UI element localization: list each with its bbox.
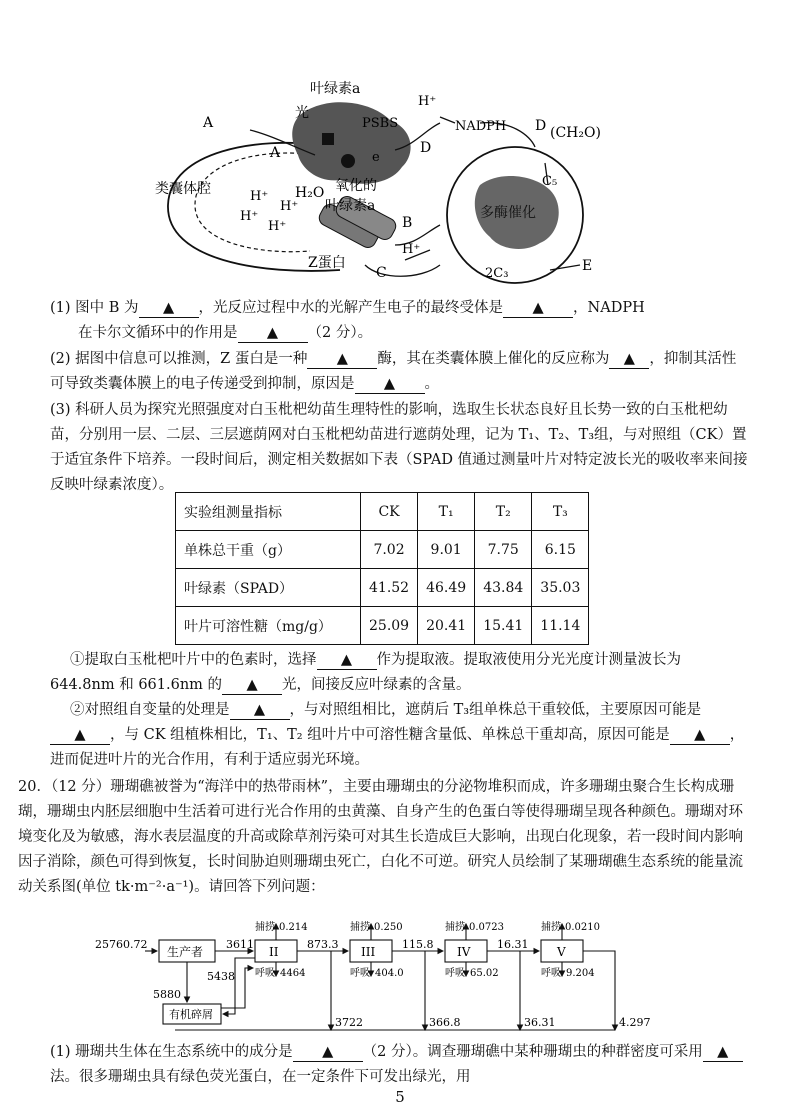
h-plus-2: H⁺ — [280, 199, 299, 214]
resp-label-4: 呼吸 — [541, 968, 561, 979]
a-label-inner: A — [270, 145, 281, 161]
catch-label-1: 捕捞 — [255, 922, 275, 933]
a-label-outer: A — [203, 115, 214, 131]
c3-label: 2C₃ — [485, 266, 509, 281]
photosynthesis-diagram — [140, 75, 620, 290]
light-label: 光 — [295, 105, 309, 121]
level-2-box: II — [269, 945, 279, 959]
level-3-box: III — [361, 945, 376, 959]
nadph-label: NADPH — [455, 119, 507, 134]
table-row: 单株总干重（g） 7.02 9.01 7.75 6.15 — [176, 531, 589, 569]
table-row: 叶绿素（SPAD） 41.52 46.49 43.84 35.03 — [176, 569, 589, 607]
e-label: E — [582, 258, 593, 274]
producer-box: 生产者 — [167, 945, 204, 959]
b-label: B — [402, 215, 413, 231]
energy-flow-diagram — [95, 918, 700, 1038]
ch2o-label: (CH₂O) — [550, 125, 601, 141]
catch-3: 0.0723 — [469, 922, 504, 933]
c-label: C — [376, 265, 387, 281]
catch-label-3: 捕捞 — [445, 922, 465, 933]
table-header-row: 实验组测量指标 CK T₁ T₂ T₃ — [176, 493, 589, 531]
flow-3: 115.8 — [402, 938, 434, 951]
catch-2: 0.250 — [374, 922, 403, 933]
psbs-protein — [292, 102, 410, 183]
question-19-part-1: (1) 图中 B 为 ▲ ，光反应过程中水的光解产生电子的最终受体是 ▲ ，NADPH 在卡尔文循环中的作用是 ▲ （2 分）。 — [50, 300, 645, 341]
chlorophyll-a-label: 叶绿素a — [310, 81, 361, 97]
data-table — [175, 492, 589, 645]
h2o-label: H₂O — [295, 185, 325, 201]
d-label-right: D — [535, 118, 547, 134]
catch-label-2: 捕捞 — [350, 922, 370, 933]
page-number: 5 — [395, 1088, 405, 1106]
resp-1: 4464 — [280, 968, 306, 979]
flow-2: 873.3 — [307, 938, 339, 951]
energy-input: 25760.72 — [95, 938, 148, 951]
to-detritus-3: 36.31 — [524, 1016, 556, 1029]
question-19-sub-2: ②对照组自变量的处理是 ▲ ，与对照组相比，遮荫后 T₃组单株总干重较低，主要原因可能是▲ ，与 CK 组植株相比，T₁、T₂ 组叶片中可溶性糖含量低、单株总干重却高，原因可能是 ▲ ，进而促进叶片的光合作用，有利于适应弱光环境。 — [50, 702, 745, 768]
question-19-part-2: (2) 据图中信息可以推测，Z 蛋白是一种 ▲ 酶，其在类囊体膜上催化的反应称为 ▲ ，抑制其活性可导致类囊体膜上的电子传递受到抑制，原因是 ▲ 。 — [50, 351, 737, 392]
psbs-label: PSBS — [362, 116, 399, 131]
value-5880: 5880 — [153, 988, 181, 1001]
question-20-part-1: (1) 珊瑚共生体在生态系统中的成分是 ▲ （2 分）。调查珊瑚礁中某种珊瑚虫的种群密度可采用 ▲法。很多珊瑚虫具有绿色荧光蛋白，在一定条件下可发出绿光，用 — [50, 1040, 750, 1090]
pigment-square — [322, 133, 334, 145]
to-detritus-2: 366.8 — [429, 1016, 461, 1029]
flow-1: 3611 — [226, 938, 254, 951]
c5-label: C₅ — [542, 174, 558, 189]
h-plus-3: H⁺ — [240, 209, 259, 224]
h-plus-bottom: H⁺ — [402, 242, 421, 257]
value-5438: 5438 — [207, 970, 235, 983]
question-19-sub-1: ①提取白玉枇杷叶片中的色素时，选择 ▲ 作为提取液。提取液使用分光光度计测量波长为 644.8nm 和 661.6nm 的 ▲ 光，间接反应叶绿素的含量。 — [50, 652, 681, 693]
thylakoid-lumen-label: 类囊体腔 — [155, 181, 211, 197]
electron-label: e — [372, 150, 380, 165]
resp-4: 9.204 — [566, 968, 595, 979]
level-4-box: IV — [457, 945, 471, 959]
enzyme-label: 多酶催化 — [480, 205, 536, 221]
oxidized-label: 氧化的 — [335, 178, 377, 194]
resp-label-1: 呼吸 — [255, 968, 275, 979]
table-row: 叶片可溶性糖（mg/g） 25.09 20.41 15.41 11.14 — [176, 607, 589, 645]
question-20: 20．（12 分）珊瑚礁被誉为“海洋中的热带雨林”，主要由珊瑚虫的分泌物堆积而成，许多珊瑚虫聚合生长构成珊瑚，珊瑚虫内胚层细胞中生活着可进行光合作用的虫黄藻、自身产生的色蛋白等使得珊瑚呈现各种颜色。珊瑚对环境变化及为敏感，海水表层温度的升高或除草剂污染可对其生长造成巨大影响，出现白化现象，若一段时间内影响因子消除，颜色可得到恢复，长时间胁迫则珊瑚虫死亡，白化不可逆。研究人员绘制了某珊瑚礁生态系统的能量流动关系图(单位 tk·m⁻²·a⁻¹)。请回答下列问题： — [18, 779, 743, 895]
resp-label-2: 呼吸 — [350, 968, 370, 979]
d-label: D — [420, 140, 432, 156]
detritus-box: 有机碎屑 — [169, 1008, 213, 1021]
to-detritus-4: 4.297 — [619, 1016, 651, 1029]
h-plus-1: H⁺ — [250, 189, 269, 204]
to-detritus-1: 3722 — [335, 1016, 363, 1029]
flow-4: 16.31 — [497, 938, 529, 951]
pigment-circle — [341, 154, 355, 168]
resp-label-3: 呼吸 — [445, 968, 465, 979]
level-5-box: V — [557, 945, 566, 959]
catch-4: 0.0210 — [565, 922, 600, 933]
resp-3: 65.02 — [470, 968, 499, 979]
h-plus-label-top: H⁺ — [418, 94, 437, 109]
z-protein-label: Z蛋白 — [308, 255, 346, 271]
catch-1: 0.214 — [279, 922, 308, 933]
question-19-part-3: (3) 科研人员为探究光照强度对白玉枇杷幼苗生理特性的影响，选取生长状态良好且长势一致的白玉枇杷幼苗，分别用一层、二层、三层遮荫网对白玉枇杷幼苗进行遮荫处理，记为 T₁、T₂、T₃组，与对照组（CK）置于适宜条件下培养。一段时间后，测定相关数据如下表（SPAD 值通过测量叶片对特定波长光的吸收率来间接反映叶绿素浓度）。 — [50, 402, 748, 493]
oxidized-label-2: 叶绿素a — [325, 198, 376, 214]
h-plus-4: H⁺ — [268, 219, 287, 234]
catch-label-4: 捕捞 — [541, 922, 561, 933]
resp-2: 404.0 — [375, 968, 404, 979]
